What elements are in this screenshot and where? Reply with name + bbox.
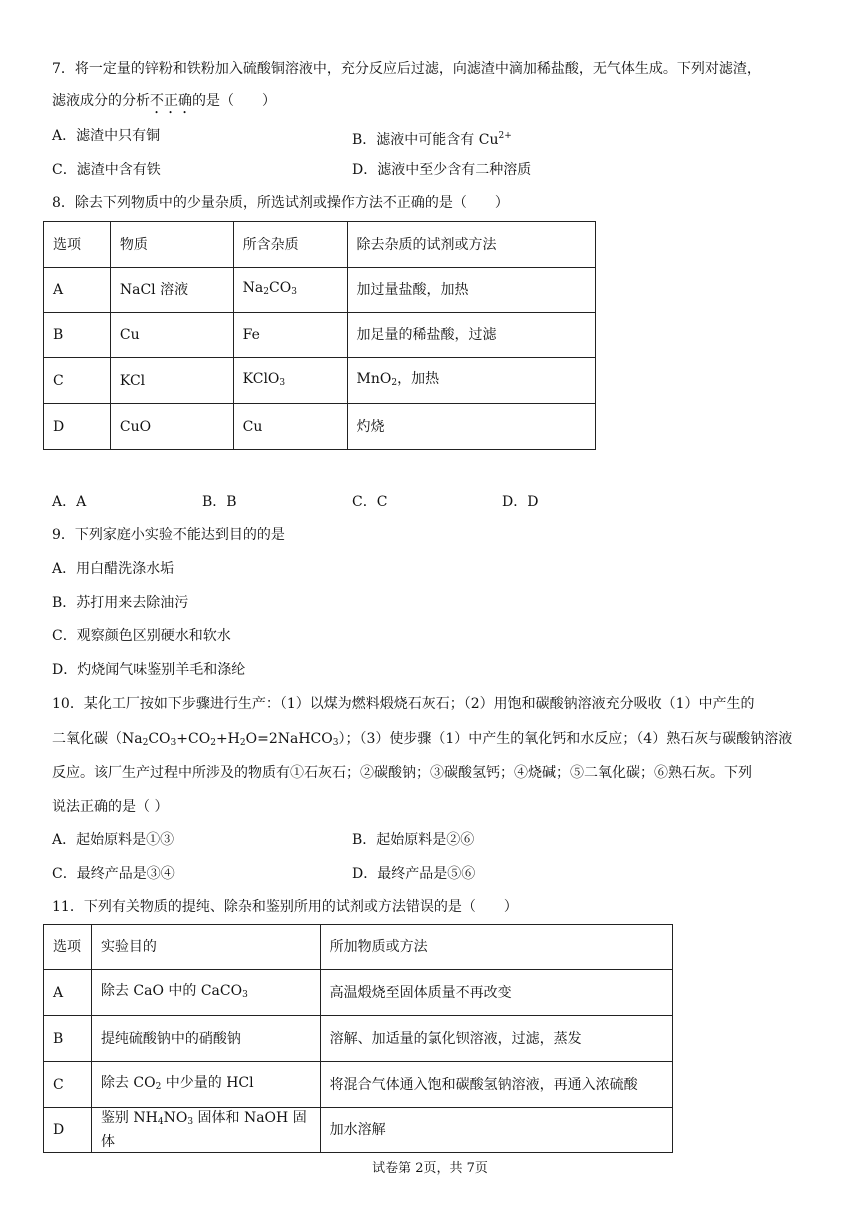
q10-stem-line3: 反应。该厂生产过程中所涉及的物质有①石灰石；②碳酸钠；③碳酸氢钙；④烧碱；⑤二氧化碳；⑥熟石灰。下列 [52,765,752,781]
table-row [44,404,596,450]
formula-subscript: 3 [279,377,286,388]
impurity-cell [233,268,347,313]
q10-text: ）；（3）使步骤（1）中产生的氧化钙和水反应；（4）熟石灰与碳酸钠溶液 [338,731,793,747]
table-row [44,970,673,1016]
method-cell: 加过量盐酸，加热 [347,268,595,313]
option-cell: C [44,1062,92,1108]
formula-subscript: 2 [263,287,269,297]
option-cell: B [44,313,111,358]
substance-cell: CuO [110,404,233,450]
q10-option-c: C．最终产品是③④ [52,866,175,882]
q7-option-b-sup: 2+ [498,131,512,141]
q8-table [43,221,596,450]
formula-part: KClO [242,370,280,387]
method-cell: 将混合气体通入饱和碳酸氢钠溶液，再通入浓硫酸 [320,1062,672,1108]
q8-option-a: A．A [52,494,87,510]
q8-option-c: C．C [352,494,388,510]
formula-subscript: 4 [157,1117,164,1127]
header-cell: 选项 [44,925,92,970]
q10-text: CO [148,731,171,747]
table-row [44,1062,673,1108]
formula-part: Na [242,280,264,296]
q7-option-a: A．滤渣中只有铜 [52,128,161,144]
substance-cell: KCl [110,358,233,404]
header-cell: 选项 [44,222,111,268]
method-cell: 灼烧 [347,404,595,450]
table-row [44,1016,673,1062]
method-cell: 高温煅烧至固体质量不再改变 [320,970,672,1016]
formula-part: 中少量的 HCl [161,1074,254,1091]
q9-option-a: A．用白醋洗涤水垢 [52,561,175,577]
substance-cell: Cu [110,313,233,358]
q10-stem-line4: 说法正确的是（ ） [52,799,169,815]
q8-stem: 8．除去下列物质中的少量杂质，所选试剂或操作方法不正确的是（ ） [52,195,509,211]
method-cell [347,358,595,404]
table-header-row [44,222,596,268]
formula-part: CO [269,280,292,296]
method-cell: 加足量的稀盐酸，过滤 [347,313,595,358]
formula-subscript: 2 [239,738,246,748]
q10-option-b: B．起始原料是②⑥ [352,832,475,848]
q7-option-d: D．滤液中至少含有二种溶质 [352,162,532,178]
q7-option-c: C．滤渣中含有铁 [52,162,161,178]
formula-part: NO [163,1110,188,1126]
formula-subscript: 2 [142,738,149,748]
q11-stem: 11．下列有关物质的提纯、除杂和鉴别所用的试剂或方法错误的是（ ） [52,899,518,915]
q7-stem-emphasis: 不正确 [150,93,192,109]
formula-subscript: 3 [170,738,177,748]
q8-option-b: B．B [202,494,237,510]
table-row [44,358,596,404]
table-row [44,1108,673,1153]
page-footer: 试卷第 2页，共 7页 [372,1161,488,1176]
formula-subscript: 3 [291,287,297,297]
method-text: ，加热 [397,370,440,387]
header-cell: 除去杂质的试剂或方法 [347,222,595,268]
q7-stem-post: 的是（ ） [192,93,276,109]
q9-option-b: B．苏打用来去除油污 [52,595,189,611]
q7-stem-pre: 滤液成分的分析 [52,93,150,109]
header-cell: 所含杂质 [233,222,347,268]
q10-text: +CO [176,731,211,747]
impurity-cell [233,358,347,404]
formula-part: 除去 CO [100,1074,156,1091]
q10-stem-line2 [52,729,792,753]
q7-stem-line1: 7．将一定量的锌粉和铁粉加入硫酸铜溶液中，充分反应后过滤，向滤渣中滴加稀盐酸，无气体生成。下列对滤渣， [52,61,761,77]
q7-stem-line2 [52,91,276,117]
option-cell: D [44,404,111,450]
option-cell: C [44,358,111,404]
impurity-cell: Cu [233,404,347,450]
q9-stem: 9．下列家庭小实验不能达到目的的是 [52,527,285,543]
q10-option-d: D．最终产品是⑤⑥ [352,866,476,882]
purpose-cell: 提纯硫酸钠中的硝酸钠 [91,1016,320,1062]
table-header-row [44,925,673,970]
formula-subscript: 3 [242,989,248,1000]
purpose-cell [91,1108,320,1153]
formula-subscript: 3 [332,738,339,748]
formula-subscript: 2 [391,377,398,388]
header-cell: 实验目的 [91,925,320,970]
formula-subscript: 2 [210,738,216,748]
q9-option-d: D．灼烧闻气味鉴别羊毛和涤纶 [52,662,246,678]
method-cell: 加水溶解 [320,1108,672,1153]
formula-part: MnO [356,370,392,387]
formula-part: 固体和 NaOH 固体 [100,1110,307,1150]
q7-option-b-text: B．滤液中可能含有 Cu [352,132,499,148]
q10-stem-line1: 10．某化工厂按如下步骤进行生产：（1）以煤为燃料煅烧石灰石；（2）用饱和碳酸钠溶液充分吸收（1）中产生的 [52,696,755,712]
q11-table [43,924,673,1153]
option-cell: D [44,1108,92,1153]
impurity-cell: Fe [233,313,347,358]
q8-option-d: D．D [502,494,539,510]
purpose-cell [91,1062,320,1108]
option-cell: B [44,1016,92,1062]
formula-part: 除去 CaO 中的 CaCO [100,982,243,999]
q10-text: +H [215,731,240,747]
q10-text: O=2NaHCO [245,731,333,747]
formula-part: 鉴别 NH [100,1110,158,1126]
header-cell: 物质 [110,222,233,268]
purpose-cell [91,970,320,1016]
q7-option-b [352,126,512,150]
substance-cell: NaCl 溶液 [110,268,233,313]
table-row [44,313,596,358]
option-cell: A [44,268,111,313]
option-cell: A [44,970,92,1016]
formula-subscript: 2 [155,1081,162,1092]
q10-text: 二氧化碳（Na [52,731,143,747]
header-cell: 所加物质或方法 [320,925,672,970]
table-row [44,268,596,313]
q9-option-c: C．观察颜色区别硬水和软水 [52,628,231,644]
method-cell: 溶解、加适量的氯化钡溶液，过滤，蒸发 [320,1016,672,1062]
formula-subscript: 3 [187,1117,194,1127]
q10-option-a: A．起始原料是①③ [52,832,175,848]
